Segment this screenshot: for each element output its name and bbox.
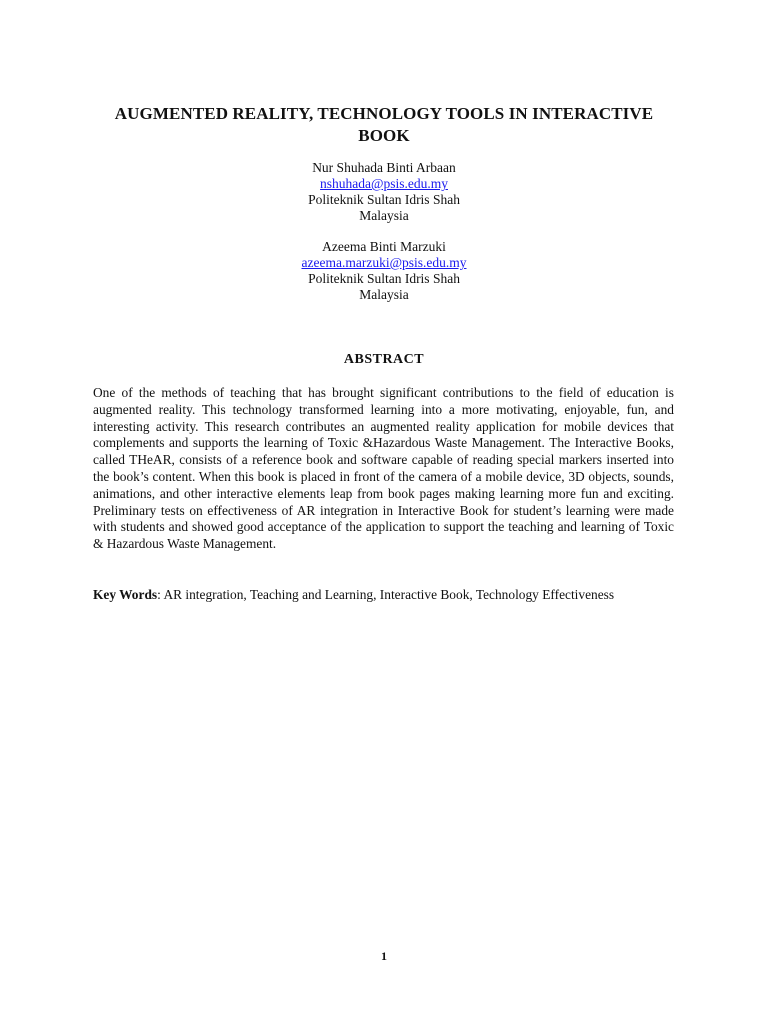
author-block	[184, 239, 584, 303]
author-country: Malaysia	[359, 287, 409, 302]
page-number: 1	[381, 949, 387, 963]
author-institution: Politeknik Sultan Idris Shah	[308, 271, 460, 286]
author-institution: Politeknik Sultan Idris Shah	[308, 192, 460, 207]
author-list	[184, 160, 584, 303]
author-name: Nur Shuhada Binti Arbaan	[312, 160, 456, 175]
keywords	[93, 586, 674, 604]
keywords-text: : AR integration, Teaching and Learning, Interactive Book, Technology Effectiveness	[157, 587, 615, 602]
abstract-heading: ABSTRACT	[343, 352, 425, 367]
author-country: Malaysia	[359, 208, 409, 223]
keywords-label: Key Words	[93, 587, 158, 602]
author-block	[184, 160, 584, 224]
abstract-body: One of the methods of teaching that has brought significant contributions to the field of education is augmented reality. This technology transformed learning into a more motivating, enjoyable, fun, and interesting activity. This research contributes an augmented reality application for mobile devices that complements and supports the learning of Toxic &Hazardous Waste Management. The Interactive Books, called THeAR, consists of a reference book and software capable of reading special markers inserted into the book’s content. When this book is placed in front of the camera of a mobile device, 3D objects, sounds, animations, and other interactive elements leap from book pages making learning more fun and exciting. Preliminary tests on effectiveness of AR integration in Interactive Book for student’s learning were made with students and showed good acceptance of the application to support the teaching and learning of Toxic & Hazardous Waste Management.	[93, 385, 674, 552]
author-email-link[interactable]: nshuhada@psis.edu.my	[320, 176, 448, 191]
author-name: Azeema Binti Marzuki	[322, 239, 446, 254]
paper-title: AUGMENTED REALITY, TECHNOLOGY TOOLS IN INTERACTIVE BOOK	[114, 104, 654, 145]
author-email-link[interactable]: azeema.marzuki@psis.edu.my	[301, 255, 467, 270]
